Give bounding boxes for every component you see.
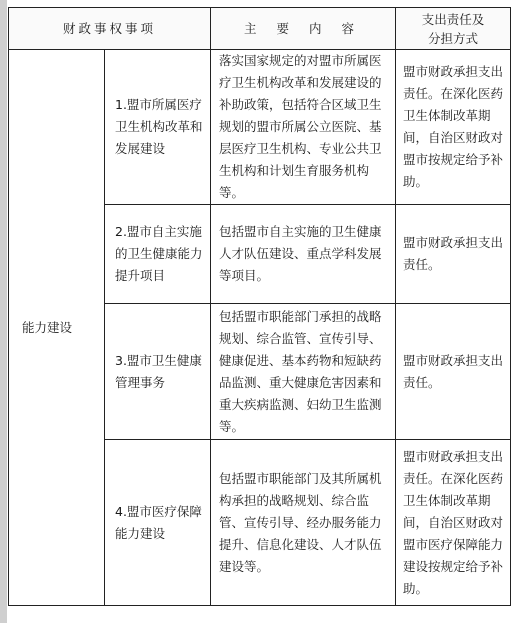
item-cell: 1.盟市所属医疗卫生机构改革和发展建设 — [105, 50, 211, 205]
item-cell: 4.盟市医疗保障能力建设 — [105, 440, 211, 606]
content-cell: 落实国家规定的对盟市所属医疗卫生机构改革和发展建设的补助政策，包括符合区域卫生规划的盟市所属公立医院、基层医疗卫生机构、专业公共卫生机构和计划生育服务机构等。 — [211, 50, 396, 205]
responsibility-cell: 盟市财政承担支出责任。在深化医药卫生体制改革期间，自治区财政对盟市医疗保障能力建设按规定给予补助。 — [396, 440, 511, 606]
responsibility-cell: 盟市财政承担支出责任。 — [396, 304, 511, 440]
content-cell: 包括盟市职能部门承担的战略规划、综合监管、宣传引导、健康促进、基本药物和短缺药品监测、重大健康危害因素和重大疾病监测、妇幼卫生监测等。 — [211, 304, 396, 440]
header-responsibility — [396, 8, 511, 50]
responsibility-cell: 盟市财政承担支出责任。 — [396, 205, 511, 304]
header-responsibility-line2: 分担方式 — [428, 30, 479, 46]
header-main-content: 主 要 内 容 — [211, 8, 396, 50]
fiscal-authority-table — [8, 7, 511, 606]
table-row — [9, 50, 511, 205]
content-cell: 包括盟市职能部门及其所属机构承担的战略规划、综合监管、宣传引导、经办服务能力提升、信息化建设、人才队伍建设等。 — [211, 440, 396, 606]
item-cell: 2.盟市自主实施的卫生健康能力提升项目 — [105, 205, 211, 304]
item-cell: 3.盟市卫生健康管理事务 — [105, 304, 211, 440]
left-page-edge — [0, 0, 7, 623]
header-responsibility-line1: 支出责任及 — [421, 11, 485, 27]
table-header-row — [9, 8, 511, 50]
content-cell: 包括盟市自主实施的卫生健康人才队伍建设、重点学科发展等项目。 — [211, 205, 396, 304]
responsibility-cell: 盟市财政承担支出责任。在深化医药卫生体制改革期间，自治区财政对盟市按规定给予补助。 — [396, 50, 511, 205]
header-fiscal-matter: 财政事权事项 — [9, 8, 211, 50]
group-label-cell: 能力建设 — [9, 50, 105, 606]
